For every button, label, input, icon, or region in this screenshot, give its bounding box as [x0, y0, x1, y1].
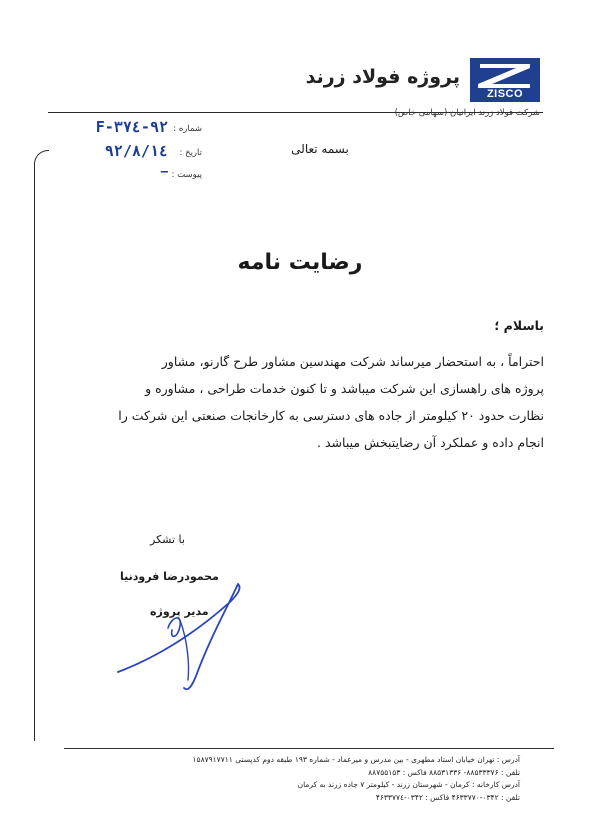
letter-title: رضایت نامه — [237, 250, 363, 275]
attachment-label: پیوست : — [171, 170, 202, 180]
company-title: پروژه فولاد زرند — [305, 66, 460, 88]
letter-number-field — [62, 118, 202, 138]
date-label: تاریخ : — [179, 148, 202, 158]
footer-address — [80, 754, 520, 804]
attachment-value: — — [160, 164, 168, 178]
footer-line: آدرس : تهران خیابان استاد مطهری - بین مدرس و میرعماد - شماره ۱۹۳ طبقه دوم کدپستی ۱۵۸۷۹۱۷۷۱۱ — [192, 755, 520, 764]
invocation: بسمه تعالی — [291, 142, 349, 156]
logo-text: ZISCO — [486, 88, 524, 100]
greeting: باسلام ؛ — [494, 318, 544, 333]
signer-name: محمودرضا فرودنیا — [120, 570, 219, 583]
left-border-rule — [34, 150, 49, 741]
signer-role: مدیر پروژه — [150, 605, 209, 618]
date-value: ۹۲/۸/۱٤ — [104, 142, 168, 160]
letter-body — [60, 348, 544, 456]
handwritten-signature — [110, 580, 270, 700]
letter-date-field — [62, 142, 202, 162]
body-line: احتراماً ، به استحضار میرساند شرکت مهندسین مشاور طرح گارنو، مشاور — [161, 354, 544, 369]
closing-thanks: با تشکر — [150, 533, 185, 546]
number-value: ۹۲-F-۳۷٤ — [95, 118, 168, 136]
company-subtitle: شرکت فولاد زرند ایرانیان (سهامی خاص) — [394, 108, 540, 118]
footer-rule — [64, 748, 554, 749]
footer-line: تلفن : ۰۳۴۲-۴۶۳۳۷۷۰ فاکس : ۰۳۴۲-۴۶۳۳۷۷٤ — [375, 792, 520, 802]
body-line: پروژه های راهسازی این شرکت میباشد و تا کنون خدمات طراحی ، مشاوره و — [145, 381, 544, 396]
footer-line: آدرس کارخانه : کرمان - شهرستان زرند - کیلومتر ۷ جاده زرند به کرمان — [297, 780, 520, 789]
body-line: نظارت حدود ۲۰ کیلومتر از جاده های دسترسی به کارخانجات صنعتی این شرکت را — [118, 408, 544, 423]
body-line: انجام داده و عملکرد آن رضایتبخش میباشد . — [317, 435, 544, 450]
number-label: شماره : — [173, 124, 202, 134]
letter-attachment-field — [62, 166, 202, 186]
footer-line: تلفن : ۸۸۵۳۳۳۷۶- ۸۸۵۳۱۳۳۶ فاکس : ۸۸۷۵۵۱۵۳ — [368, 767, 520, 777]
